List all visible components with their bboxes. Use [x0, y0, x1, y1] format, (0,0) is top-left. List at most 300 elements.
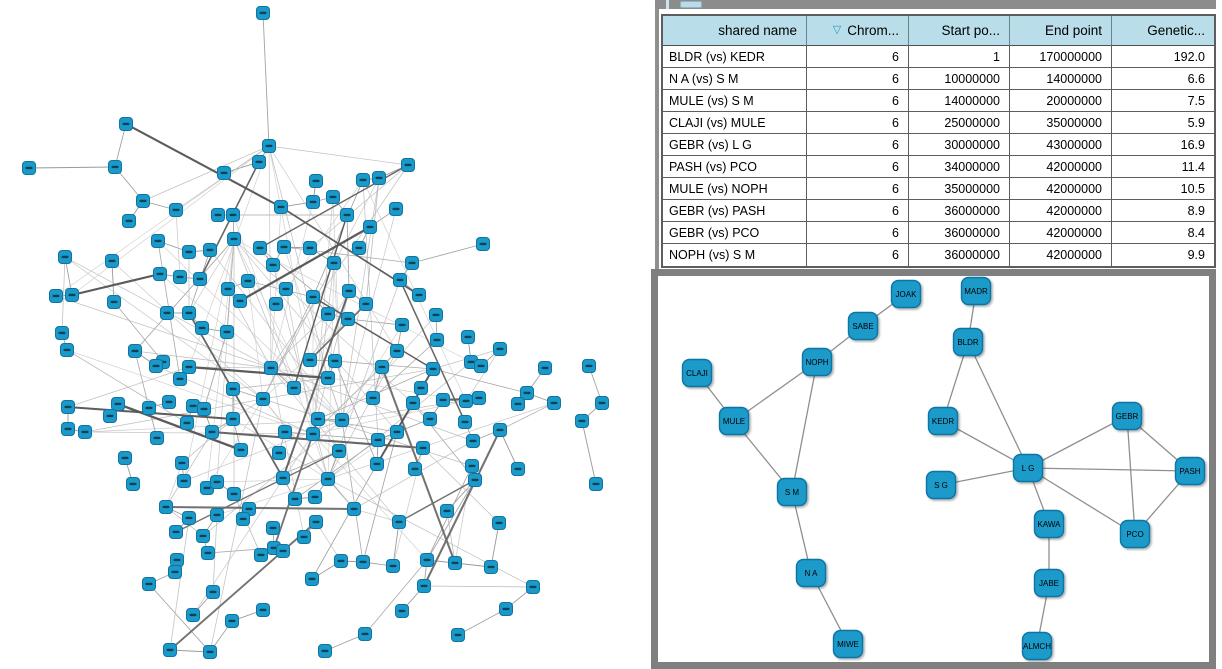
network-edge[interactable] — [118, 404, 241, 450]
network-node[interactable] — [322, 308, 335, 321]
network-node[interactable] — [391, 426, 404, 439]
network-node[interactable] — [310, 516, 323, 529]
cell-value[interactable]: 6 — [807, 90, 909, 112]
network-node-bldr[interactable] — [954, 329, 983, 356]
cell-shared-name[interactable]: NOPH (vs) S M — [663, 244, 807, 266]
network-node[interactable] — [183, 361, 196, 374]
network-node[interactable] — [151, 432, 164, 445]
network-node[interactable] — [415, 382, 428, 395]
network-node[interactable] — [212, 209, 225, 222]
network-node[interactable] — [50, 290, 63, 303]
chrome-tab-fragment[interactable] — [680, 1, 702, 8]
network-node[interactable] — [202, 547, 215, 560]
node-label — [230, 214, 237, 216]
table-row[interactable] — [663, 222, 1214, 244]
cell-shared-name[interactable]: CLAJI (vs) MULE — [663, 112, 807, 134]
cell-value[interactable]: 20000000 — [1010, 90, 1112, 112]
network-node-s-m[interactable] — [778, 479, 807, 506]
network-node[interactable] — [312, 413, 325, 426]
network-node[interactable] — [512, 463, 525, 476]
network-node[interactable] — [353, 242, 366, 255]
column-header-start-po-[interactable] — [909, 16, 1010, 46]
network-edge[interactable] — [792, 362, 817, 492]
network-node[interactable] — [143, 402, 156, 415]
network-node[interactable] — [104, 410, 117, 423]
network-node[interactable] — [279, 426, 292, 439]
network-node[interactable] — [298, 531, 311, 544]
cell-shared-name[interactable]: BLDR (vs) KEDR — [663, 46, 807, 68]
network-node[interactable] — [207, 586, 220, 599]
network-node-almch[interactable] — [1023, 633, 1052, 660]
cell-value[interactable]: 36000000 — [909, 222, 1010, 244]
network-node[interactable] — [407, 397, 420, 410]
network-node[interactable] — [460, 395, 473, 408]
node-label — [112, 166, 119, 168]
network-node[interactable] — [367, 392, 380, 405]
network-edge[interactable] — [1028, 468, 1190, 471]
table-row[interactable] — [663, 46, 1214, 68]
network-node[interactable] — [441, 505, 454, 518]
cell-value[interactable]: 11.4 — [1112, 156, 1214, 178]
network-node[interactable] — [548, 397, 561, 410]
network-node-pash[interactable] — [1176, 458, 1205, 485]
network-node[interactable] — [473, 392, 486, 405]
network-node[interactable] — [359, 628, 372, 641]
cell-shared-name[interactable]: GEBR (vs) PASH — [663, 200, 807, 222]
network-node[interactable] — [322, 372, 335, 385]
cell-value[interactable]: 10000000 — [909, 68, 1010, 90]
network-node[interactable] — [406, 257, 419, 270]
network-node[interactable] — [194, 273, 207, 286]
network-node[interactable] — [477, 238, 490, 251]
network-node[interactable] — [288, 382, 301, 395]
node-label — [292, 498, 299, 500]
network-edge[interactable] — [143, 146, 269, 201]
network-node[interactable] — [127, 478, 140, 491]
cell-shared-name[interactable]: GEBR (vs) PCO — [663, 222, 807, 244]
network-node[interactable] — [150, 360, 163, 373]
network-edge[interactable] — [176, 210, 180, 277]
cell-value[interactable]: 8.9 — [1112, 200, 1214, 222]
cell-value[interactable]: 25000000 — [909, 112, 1010, 134]
network-node[interactable] — [163, 396, 176, 409]
network-node[interactable] — [327, 191, 340, 204]
network-node[interactable] — [394, 274, 407, 287]
cell-value[interactable]: 14000000 — [1010, 68, 1112, 90]
network-node-madr[interactable] — [962, 278, 991, 305]
network-node[interactable] — [62, 401, 75, 414]
network-node[interactable] — [459, 416, 472, 429]
network-node[interactable] — [119, 452, 132, 465]
network-node[interactable] — [387, 560, 400, 573]
network-node[interactable] — [596, 397, 609, 410]
network-node[interactable] — [309, 491, 322, 504]
network-node[interactable] — [152, 235, 165, 248]
network-node[interactable] — [176, 457, 189, 470]
network-node[interactable] — [466, 460, 479, 473]
network-node[interactable] — [143, 578, 156, 591]
network-node[interactable] — [257, 7, 270, 20]
node-label — [412, 468, 419, 470]
network-node[interactable] — [187, 609, 200, 622]
network-node[interactable] — [390, 203, 403, 216]
cell-value[interactable]: 42000000 — [1010, 222, 1112, 244]
network-node[interactable] — [322, 473, 335, 486]
network-node[interactable] — [333, 445, 346, 458]
cell-value[interactable]: 6.6 — [1112, 68, 1214, 90]
cell-value[interactable]: 30000000 — [909, 134, 1010, 156]
cell-value[interactable]: 42000000 — [1010, 178, 1112, 200]
filter-icon[interactable]: ▽ — [832, 24, 842, 36]
network-node-s-g[interactable] — [927, 472, 956, 499]
network-node[interactable] — [206, 426, 219, 439]
network-node[interactable] — [357, 174, 370, 187]
network-node[interactable] — [255, 549, 268, 562]
cell-value[interactable]: 35000000 — [909, 178, 1010, 200]
table-row[interactable] — [663, 156, 1214, 178]
network-node[interactable] — [242, 275, 255, 288]
cell-value[interactable]: 34000000 — [909, 156, 1010, 178]
node-label — [291, 387, 298, 389]
network-node[interactable] — [253, 156, 266, 169]
network-node[interactable] — [198, 403, 211, 416]
network-node[interactable] — [211, 476, 224, 489]
network-node[interactable] — [342, 313, 355, 326]
network-node[interactable] — [469, 474, 482, 487]
cell-shared-name[interactable]: N A (vs) S M — [663, 68, 807, 90]
network-node[interactable] — [512, 398, 525, 411]
network-node[interactable] — [277, 472, 290, 485]
network-edge[interactable] — [458, 609, 506, 635]
node-label — [205, 552, 212, 554]
network-edge[interactable] — [424, 586, 533, 587]
network-node-n-a[interactable] — [797, 560, 826, 587]
network-node[interactable] — [430, 309, 443, 322]
cell-value[interactable]: 42000000 — [1010, 156, 1112, 178]
network-node[interactable] — [227, 383, 240, 396]
network-node[interactable] — [170, 204, 183, 217]
node-label — [177, 276, 184, 278]
network-edge[interactable] — [189, 367, 328, 378]
network-node[interactable] — [277, 545, 290, 558]
network-node[interactable] — [452, 629, 465, 642]
network-node[interactable] — [204, 244, 217, 257]
cell-shared-name[interactable]: PASH (vs) PCO — [663, 156, 807, 178]
network-edge[interactable] — [313, 434, 427, 560]
table-row[interactable] — [663, 112, 1214, 134]
network-edge[interactable] — [412, 244, 483, 263]
cell-value[interactable]: 6 — [807, 134, 909, 156]
network-node[interactable] — [56, 327, 69, 340]
network-node[interactable] — [112, 398, 125, 411]
network-node[interactable] — [494, 424, 507, 437]
column-header-genetic-[interactable] — [1112, 16, 1214, 46]
network-node[interactable] — [437, 394, 450, 407]
network-node[interactable] — [237, 513, 250, 526]
network-edge[interactable] — [170, 522, 316, 650]
network-node[interactable] — [500, 603, 513, 616]
network-node[interactable] — [341, 209, 354, 222]
network-node[interactable] — [343, 285, 356, 298]
network-node[interactable] — [360, 298, 373, 311]
network-node[interactable] — [228, 233, 241, 246]
cell-shared-name[interactable]: GEBR (vs) L G — [663, 134, 807, 156]
network-node[interactable] — [170, 526, 183, 539]
network-edge[interactable] — [500, 403, 554, 430]
network-node-l-g[interactable] — [1014, 455, 1043, 482]
network-node[interactable] — [493, 517, 506, 530]
network-edge[interactable] — [968, 342, 1028, 468]
cell-value[interactable]: 9.9 — [1187, 248, 1205, 262]
network-edge[interactable] — [269, 146, 408, 165]
cell-value[interactable]: 6 — [807, 244, 909, 266]
node-label — [313, 180, 320, 182]
network-node[interactable] — [169, 566, 182, 579]
network-edge[interactable] — [366, 178, 379, 304]
network-node[interactable] — [319, 645, 332, 658]
cell-value[interactable]: 170000000 — [1010, 46, 1112, 68]
network-node[interactable] — [527, 581, 540, 594]
network-node[interactable] — [485, 561, 498, 574]
table-row[interactable] — [663, 200, 1214, 222]
network-node[interactable] — [275, 201, 288, 214]
table-row[interactable] — [663, 244, 1214, 266]
network-node[interactable] — [307, 196, 320, 209]
network-node[interactable] — [576, 415, 589, 428]
network-node[interactable] — [357, 556, 370, 569]
network-node[interactable] — [183, 512, 196, 525]
network-node[interactable] — [372, 434, 385, 447]
cell-value[interactable]: 6 — [807, 46, 909, 68]
network-node[interactable] — [373, 172, 386, 185]
network-node[interactable] — [23, 162, 36, 175]
cell-value[interactable]: 36000000 — [909, 200, 1010, 222]
network-edge[interactable] — [158, 241, 342, 420]
network-node[interactable] — [307, 428, 320, 441]
network-node[interactable] — [218, 167, 231, 180]
network-node[interactable] — [108, 296, 121, 309]
network-node[interactable] — [66, 289, 79, 302]
network-node[interactable] — [211, 509, 224, 522]
small-network-canvas[interactable] — [658, 276, 1209, 662]
cell-value[interactable]: 6 — [807, 178, 909, 200]
network-edge[interactable] — [166, 507, 354, 509]
network-node[interactable] — [109, 161, 122, 174]
network-node[interactable] — [413, 289, 426, 302]
cell-shared-name[interactable]: MULE (vs) NOPH — [663, 178, 807, 200]
network-node[interactable] — [270, 298, 283, 311]
network-edge[interactable] — [248, 281, 263, 399]
network-node[interactable] — [154, 268, 167, 281]
cell-value[interactable]: 192.0 — [1112, 46, 1214, 68]
network-node[interactable] — [79, 426, 92, 439]
network-node[interactable] — [123, 215, 136, 228]
network-node[interactable] — [590, 478, 603, 491]
network-node-jabe[interactable] — [1035, 570, 1064, 597]
network-node[interactable] — [263, 140, 276, 153]
network-node[interactable] — [393, 516, 406, 529]
network-node[interactable] — [431, 334, 444, 347]
network-edge[interactable] — [582, 421, 596, 484]
network-node[interactable] — [417, 442, 430, 455]
network-node[interactable] — [396, 319, 409, 332]
cell-value[interactable]: 6 — [807, 112, 909, 134]
network-edge[interactable] — [72, 146, 269, 295]
network-node[interactable] — [120, 118, 133, 131]
network-node[interactable] — [329, 355, 342, 368]
network-node[interactable] — [289, 493, 302, 506]
network-node[interactable] — [106, 255, 119, 268]
network-node[interactable] — [254, 242, 267, 255]
network-node[interactable] — [267, 259, 280, 272]
network-node[interactable] — [467, 435, 480, 448]
cell-value[interactable]: 42000000 — [1010, 244, 1112, 266]
network-node[interactable] — [409, 463, 422, 476]
network-node[interactable] — [371, 458, 384, 471]
network-node[interactable] — [129, 345, 142, 358]
network-node[interactable] — [539, 362, 552, 375]
cell-value[interactable]: 42000000 — [1010, 200, 1112, 222]
network-node[interactable] — [181, 417, 194, 430]
cell-value[interactable]: 16.9 — [1112, 134, 1214, 156]
network-node[interactable] — [376, 361, 389, 374]
network-node[interactable] — [178, 475, 191, 488]
network-node[interactable] — [59, 251, 72, 264]
network-node[interactable] — [62, 423, 75, 436]
cell-value[interactable]: 6 — [807, 200, 909, 222]
network-node[interactable] — [257, 393, 270, 406]
network-node[interactable] — [221, 326, 234, 339]
cell-value[interactable]: 14000000 — [909, 90, 1010, 112]
network-node[interactable] — [160, 501, 173, 514]
network-node-joak[interactable] — [892, 281, 921, 308]
cell-value[interactable]: 6 — [807, 68, 909, 90]
network-node[interactable] — [335, 555, 348, 568]
cell-value[interactable]: 36000000 — [909, 244, 1010, 266]
network-node[interactable] — [222, 283, 235, 296]
network-node-miwe[interactable] — [834, 631, 863, 658]
network-node[interactable] — [402, 159, 415, 172]
network-edge[interactable] — [29, 167, 115, 168]
network-node[interactable] — [310, 175, 323, 188]
network-node[interactable] — [226, 615, 239, 628]
network-node[interactable] — [183, 246, 196, 259]
network-node[interactable] — [304, 354, 317, 367]
cell-value[interactable]: 1 — [909, 46, 1010, 68]
cell-value[interactable]: 10.5 — [1112, 178, 1214, 200]
network-edge[interactable] — [166, 432, 212, 507]
network-node[interactable] — [280, 283, 293, 296]
network-node[interactable] — [306, 573, 319, 586]
network-node[interactable] — [348, 503, 361, 516]
cell-value[interactable]: 43000000 — [1010, 134, 1112, 156]
network-node[interactable] — [234, 295, 247, 308]
network-node[interactable] — [171, 554, 184, 567]
network-node[interactable] — [235, 444, 248, 457]
network-node-mule[interactable] — [720, 408, 749, 435]
network-edge[interactable] — [1127, 416, 1135, 534]
column-header-chrom-[interactable] — [807, 16, 909, 46]
network-node[interactable] — [427, 363, 440, 376]
network-node[interactable] — [228, 488, 241, 501]
network-node-pco[interactable] — [1121, 521, 1150, 548]
network-node[interactable] — [475, 360, 488, 373]
network-node[interactable] — [494, 343, 507, 356]
network-node[interactable] — [174, 271, 187, 284]
table-row[interactable] — [663, 90, 1214, 112]
network-edge[interactable] — [112, 261, 263, 399]
network-node[interactable] — [196, 322, 209, 335]
network-node[interactable] — [364, 221, 377, 234]
network-node[interactable] — [396, 605, 409, 618]
cell-shared-name[interactable]: MULE (vs) S M — [663, 90, 807, 112]
node-label — [503, 608, 510, 610]
network-node[interactable] — [418, 580, 431, 593]
cell-value[interactable]: 8.4 — [1112, 222, 1214, 244]
network-edge[interactable] — [72, 274, 160, 295]
node-label — [69, 294, 76, 296]
network-node[interactable] — [391, 345, 404, 358]
network-node-kedr[interactable] — [929, 408, 958, 435]
network-node[interactable] — [424, 413, 437, 426]
network-node-gebr[interactable] — [1113, 403, 1142, 430]
cell-value[interactable]: 6 — [807, 156, 909, 178]
network-node-claji[interactable] — [683, 360, 712, 387]
network-node[interactable] — [227, 209, 240, 222]
network-node[interactable] — [583, 360, 596, 373]
column-header-shared-name[interactable] — [663, 16, 807, 46]
table-row[interactable] — [663, 68, 1214, 90]
network-node[interactable] — [183, 307, 196, 320]
cell-value[interactable]: 35000000 — [1010, 112, 1112, 134]
node-label — [221, 172, 228, 174]
network-node[interactable] — [421, 554, 434, 567]
network-node[interactable] — [61, 344, 74, 357]
node-label — [338, 560, 345, 562]
cell-value[interactable]: 7.5 — [1112, 90, 1214, 112]
network-node[interactable] — [267, 522, 280, 535]
network-node-sabe[interactable] — [849, 313, 878, 340]
network-node[interactable] — [164, 644, 177, 657]
network-node[interactable] — [197, 530, 210, 543]
network-node[interactable] — [257, 604, 270, 617]
network-node[interactable] — [336, 414, 349, 427]
network-node[interactable] — [304, 242, 317, 255]
table-row[interactable] — [663, 178, 1214, 200]
network-node[interactable] — [449, 557, 462, 570]
network-node[interactable] — [307, 291, 320, 304]
network-node-kawa[interactable] — [1035, 511, 1064, 538]
network-node[interactable] — [204, 646, 217, 659]
network-node[interactable] — [137, 195, 150, 208]
network-node[interactable] — [278, 241, 291, 254]
network-node[interactable] — [161, 307, 174, 320]
column-header-label: End point — [1044, 23, 1102, 38]
table-row[interactable] — [663, 134, 1214, 156]
network-node[interactable] — [462, 331, 475, 344]
cell-value[interactable]: 6 — [807, 222, 909, 244]
cell-value[interactable]: 5.9 — [1112, 112, 1214, 134]
node-label — [325, 377, 332, 379]
network-node[interactable] — [265, 362, 278, 375]
network-node[interactable] — [273, 447, 286, 460]
network-node[interactable] — [174, 373, 187, 386]
network-node-noph[interactable] — [803, 349, 832, 376]
network-edge[interactable] — [263, 13, 269, 146]
column-header-end-point[interactable] — [1010, 16, 1112, 46]
network-node[interactable] — [328, 257, 341, 270]
network-node[interactable] — [227, 413, 240, 426]
